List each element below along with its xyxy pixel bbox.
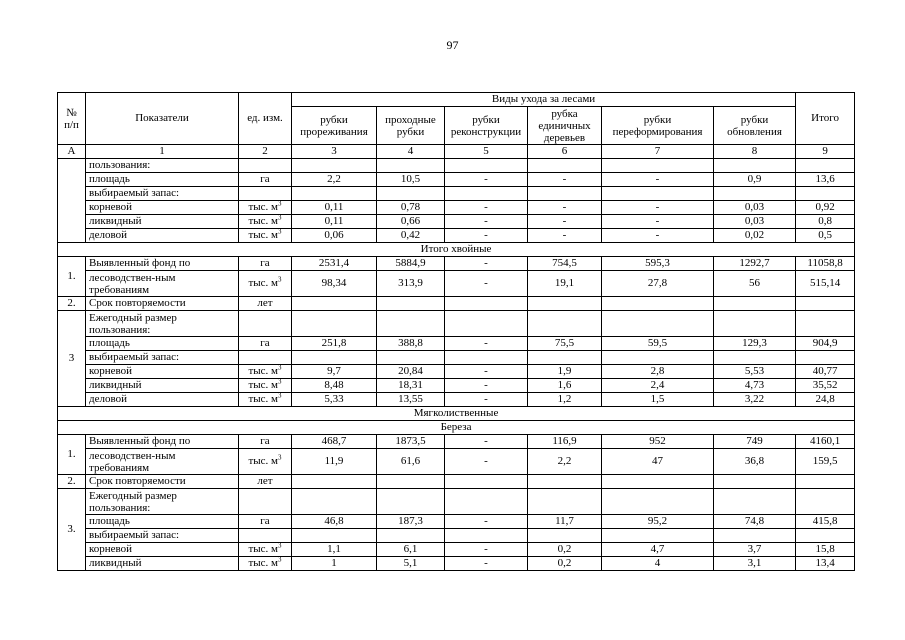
table-cell	[528, 351, 602, 365]
table-cell	[796, 159, 855, 173]
table-cell: ликвидный	[86, 379, 239, 393]
table-cell: 11,9	[292, 449, 377, 475]
table-cell: 952	[602, 435, 714, 449]
table-row	[58, 173, 855, 187]
table-cell: площадь	[86, 515, 239, 529]
table-cell	[292, 159, 377, 173]
table-row	[58, 393, 855, 407]
table-row	[58, 337, 855, 351]
table-cell: 0,66	[377, 215, 445, 229]
table-cell: 749	[714, 435, 796, 449]
table-cell	[292, 187, 377, 201]
table-cell: 1,1	[292, 543, 377, 557]
table-cell: выбираемый запас:	[86, 187, 239, 201]
table-cell: 59,5	[602, 337, 714, 351]
table-cell: га	[239, 435, 292, 449]
table-cell: -	[445, 173, 528, 187]
table-cell: 1	[292, 557, 377, 571]
table-cell: 1873,5	[377, 435, 445, 449]
table-cell	[239, 351, 292, 365]
section-title-row	[58, 243, 855, 257]
table-cell: 388,8	[377, 337, 445, 351]
table-cell	[445, 489, 528, 515]
table-cell	[796, 187, 855, 201]
table-cell	[528, 475, 602, 489]
table-row	[58, 379, 855, 393]
header-type: рубки переформирования	[602, 107, 714, 145]
table-cell: 0,2	[528, 557, 602, 571]
table-cell	[292, 489, 377, 515]
table-cell: -	[445, 515, 528, 529]
header-type: рубки обновления	[714, 107, 796, 145]
table-cell: 0,02	[714, 229, 796, 243]
table-cell: -	[528, 173, 602, 187]
table-cell	[292, 529, 377, 543]
table-cell: деловой	[86, 393, 239, 407]
table-cell: 2,2	[292, 173, 377, 187]
header-type: рубка единичных деревьев	[528, 107, 602, 145]
table-cell: -	[445, 543, 528, 557]
table-cell	[377, 529, 445, 543]
table-row	[58, 449, 855, 475]
unit-m3: тыс. $м^3$	[239, 449, 292, 475]
unit-m3: тыс. $м^3$	[239, 271, 292, 297]
table-cell: 0,03	[714, 201, 796, 215]
header-group-title: Виды ухода за лесами	[292, 93, 796, 107]
table-cell: 1.	[58, 257, 86, 297]
table-cell	[714, 529, 796, 543]
table-cell: -	[445, 435, 528, 449]
table-cell: 6	[528, 145, 602, 159]
table-cell	[602, 489, 714, 515]
header-total: Итого	[796, 93, 855, 145]
header-type: проходные рубки	[377, 107, 445, 145]
table-cell	[714, 159, 796, 173]
table-cell	[602, 475, 714, 489]
table-cell: 3.	[58, 489, 86, 571]
table-row	[58, 475, 855, 489]
table-cell	[602, 311, 714, 337]
unit-m3: тыс. $м^3$	[239, 557, 292, 571]
table-cell	[377, 159, 445, 173]
table-cell: лет	[239, 475, 292, 489]
table-cell	[239, 311, 292, 337]
table-cell	[377, 351, 445, 365]
table-cell: -	[445, 557, 528, 571]
page-number: 97	[446, 38, 459, 52]
table-cell: га	[239, 337, 292, 351]
table-cell: пользования:	[86, 159, 239, 173]
table-cell: 313,9	[377, 271, 445, 297]
table-cell: -	[445, 271, 528, 297]
table-cell: -	[445, 201, 528, 215]
table-cell	[377, 297, 445, 311]
table-cell	[714, 187, 796, 201]
table-cell: -	[528, 229, 602, 243]
index-row	[58, 145, 855, 159]
table-cell: 2,4	[602, 379, 714, 393]
table-cell	[796, 475, 855, 489]
table-cell: 0,8	[796, 215, 855, 229]
table-cell	[528, 311, 602, 337]
header-indicator: Показатели	[86, 93, 239, 145]
table-cell	[445, 159, 528, 173]
table-cell	[239, 489, 292, 515]
table-cell: 4,73	[714, 379, 796, 393]
table-cell: 10,5	[377, 173, 445, 187]
table-cell: корневой	[86, 365, 239, 379]
section-subtitle-row	[58, 421, 855, 435]
table-row	[58, 543, 855, 557]
table-cell: 251,8	[292, 337, 377, 351]
table-cell: 2.	[58, 297, 86, 311]
table-cell: 187,3	[377, 515, 445, 529]
table-cell: ликвидный	[86, 215, 239, 229]
table-cell	[292, 311, 377, 337]
table-cell: 9	[796, 145, 855, 159]
table-cell: 159,5	[796, 449, 855, 475]
table-cell: -	[445, 449, 528, 475]
table-cell	[292, 351, 377, 365]
table-cell: 46,8	[292, 515, 377, 529]
table-row	[58, 215, 855, 229]
table-row	[58, 271, 855, 297]
table-cell: 61,6	[377, 449, 445, 475]
table-row	[58, 557, 855, 571]
table-cell: 13,6	[796, 173, 855, 187]
table-cell: площадь	[86, 337, 239, 351]
table-cell: 1,2	[528, 393, 602, 407]
table-cell: 15,8	[796, 543, 855, 557]
table-cell: 6,1	[377, 543, 445, 557]
table-cell	[714, 351, 796, 365]
table-cell: 36,8	[714, 449, 796, 475]
table-cell: 5,33	[292, 393, 377, 407]
table-cell: 56	[714, 271, 796, 297]
table-cell	[714, 475, 796, 489]
table-cell: 4,7	[602, 543, 714, 557]
unit-m3: тыс. $м^3$	[239, 543, 292, 557]
table-cell: 2	[239, 145, 292, 159]
section-subtitle: Береза	[58, 421, 855, 435]
unit-m3: тыс. $м^3$	[239, 365, 292, 379]
table-cell	[528, 529, 602, 543]
table-cell: -	[445, 393, 528, 407]
table-cell: -	[445, 257, 528, 271]
table-cell	[377, 475, 445, 489]
table-cell: выбираемый запас:	[86, 351, 239, 365]
table-row	[58, 297, 855, 311]
table-cell: 0,03	[714, 215, 796, 229]
table-cell: 5	[445, 145, 528, 159]
table-cell	[528, 159, 602, 173]
table-cell: -	[445, 337, 528, 351]
table-cell: 7	[602, 145, 714, 159]
table-cell	[602, 159, 714, 173]
table-cell: Срок повторяемости	[86, 297, 239, 311]
table-cell	[377, 187, 445, 201]
table-cell	[445, 475, 528, 489]
table-cell: 1,5	[602, 393, 714, 407]
table-cell	[445, 311, 528, 337]
table-cell: 2,8	[602, 365, 714, 379]
table-cell: 74,8	[714, 515, 796, 529]
table-cell: 0,42	[377, 229, 445, 243]
table-cell: 5884,9	[377, 257, 445, 271]
table-row	[58, 529, 855, 543]
table-cell: -	[445, 365, 528, 379]
table-cell: 95,2	[602, 515, 714, 529]
table-cell: 754,5	[528, 257, 602, 271]
table-cell	[602, 529, 714, 543]
table-cell: выбираемый запас:	[86, 529, 239, 543]
table-cell: 0,78	[377, 201, 445, 215]
table-cell	[445, 351, 528, 365]
table-cell: корневой	[86, 543, 239, 557]
table-cell: корневой	[86, 201, 239, 215]
table-cell	[796, 529, 855, 543]
table-cell: 2531,4	[292, 257, 377, 271]
table-cell: -	[445, 379, 528, 393]
table-cell	[377, 489, 445, 515]
table-cell: А	[58, 145, 86, 159]
table-row	[58, 435, 855, 449]
table-cell: 20,84	[377, 365, 445, 379]
table-cell: 47	[602, 449, 714, 475]
table-cell	[445, 529, 528, 543]
table-cell: 13,55	[377, 393, 445, 407]
table-cell	[239, 187, 292, 201]
table-row	[58, 257, 855, 271]
table-cell: 4	[377, 145, 445, 159]
table-cell: 19,1	[528, 271, 602, 297]
table-row	[58, 515, 855, 529]
table-cell	[796, 351, 855, 365]
table-cell: 3,1	[714, 557, 796, 571]
table-cell: Срок повторяемости	[86, 475, 239, 489]
table-cell: лесоводствен-ным требованиям	[86, 449, 239, 475]
table-cell: ликвидный	[86, 557, 239, 571]
table-cell: Ежегодный размер пользования:	[86, 489, 239, 515]
table-row	[58, 201, 855, 215]
table-cell: 1292,7	[714, 257, 796, 271]
table-cell: 1	[86, 145, 239, 159]
table-cell	[292, 475, 377, 489]
unit-m3: тыс. $м^3$	[239, 379, 292, 393]
table-cell: 3	[292, 145, 377, 159]
table-cell: 98,34	[292, 271, 377, 297]
unit-m3: тыс. $м^3$	[239, 201, 292, 215]
table-cell	[602, 297, 714, 311]
table-cell: 4160,1	[796, 435, 855, 449]
table-cell	[528, 489, 602, 515]
table-cell: -	[445, 215, 528, 229]
section-title-row	[58, 407, 855, 421]
table-cell: 468,7	[292, 435, 377, 449]
header-unit: ед. изм.	[239, 93, 292, 145]
table-cell: 0,92	[796, 201, 855, 215]
table-cell: -	[602, 173, 714, 187]
table-cell	[528, 187, 602, 201]
table-cell: 13,4	[796, 557, 855, 571]
table-cell: га	[239, 257, 292, 271]
table-cell: 0,9	[714, 173, 796, 187]
table-cell: 515,14	[796, 271, 855, 297]
table-cell: 40,77	[796, 365, 855, 379]
table-cell	[239, 159, 292, 173]
section-title: Итого хвойные	[58, 243, 855, 257]
table-cell: 35,52	[796, 379, 855, 393]
table-cell	[796, 311, 855, 337]
table-cell	[602, 187, 714, 201]
table-cell	[292, 297, 377, 311]
table-cell: га	[239, 173, 292, 187]
unit-m3: тыс. $м^3$	[239, 229, 292, 243]
table-cell: 0,5	[796, 229, 855, 243]
table-cell: 8	[714, 145, 796, 159]
table-cell	[796, 297, 855, 311]
table-cell	[714, 489, 796, 515]
table-cell: -	[528, 215, 602, 229]
table-cell	[445, 187, 528, 201]
table-cell	[58, 159, 86, 243]
table-row	[58, 365, 855, 379]
table-cell	[714, 297, 796, 311]
table-cell: -	[602, 215, 714, 229]
table-row	[58, 489, 855, 515]
table-cell	[377, 311, 445, 337]
table-cell: 3,22	[714, 393, 796, 407]
table-cell: 4	[602, 557, 714, 571]
table-cell: площадь	[86, 173, 239, 187]
table-cell: лет	[239, 297, 292, 311]
table-cell	[796, 489, 855, 515]
table-cell: деловой	[86, 229, 239, 243]
table-cell: Ежегодный размер пользования:	[86, 311, 239, 337]
table-cell: 3	[58, 311, 86, 407]
table-cell: 0,2	[528, 543, 602, 557]
table-cell: Выявленный фонд по	[86, 257, 239, 271]
table-cell: 3,7	[714, 543, 796, 557]
table-cell: 5,53	[714, 365, 796, 379]
table-cell	[239, 529, 292, 543]
forest-care-table	[57, 92, 855, 571]
table-cell: 11,7	[528, 515, 602, 529]
table-cell: 1.	[58, 435, 86, 475]
header-num: № п/п	[58, 93, 86, 145]
section-title: Мягколиственные	[58, 407, 855, 421]
table-cell: -	[445, 229, 528, 243]
table-cell: 5,1	[377, 557, 445, 571]
table-cell: 9,7	[292, 365, 377, 379]
table-cell: 0,11	[292, 215, 377, 229]
table-cell: 2.	[58, 475, 86, 489]
table-cell: 18,31	[377, 379, 445, 393]
table-row	[58, 311, 855, 337]
table-cell: 75,5	[528, 337, 602, 351]
table-cell: Выявленный фонд по	[86, 435, 239, 449]
table-cell	[528, 297, 602, 311]
table-cell	[714, 311, 796, 337]
table-cell: 8,48	[292, 379, 377, 393]
table-cell: 129,3	[714, 337, 796, 351]
table-cell: -	[602, 201, 714, 215]
table-cell: 116,9	[528, 435, 602, 449]
unit-m3: тыс. $м^3$	[239, 215, 292, 229]
table-cell: лесоводствен-ным требованиям	[86, 271, 239, 297]
table-row	[58, 229, 855, 243]
header-type: рубки прореживания	[292, 107, 377, 145]
table-cell: 415,8	[796, 515, 855, 529]
table-cell: 2,2	[528, 449, 602, 475]
table-cell	[602, 351, 714, 365]
table-cell: 1,6	[528, 379, 602, 393]
table-cell: 595,3	[602, 257, 714, 271]
table-cell	[445, 297, 528, 311]
table-cell: -	[602, 229, 714, 243]
table-row	[58, 159, 855, 173]
table-cell: 11058,8	[796, 257, 855, 271]
table-row	[58, 187, 855, 201]
table-cell: га	[239, 515, 292, 529]
table-cell: 0,06	[292, 229, 377, 243]
table-cell: -	[528, 201, 602, 215]
unit-m3: тыс. $м^3$	[239, 393, 292, 407]
table-cell: 1,9	[528, 365, 602, 379]
table-row	[58, 351, 855, 365]
table-cell: 24,8	[796, 393, 855, 407]
header-type: рубки реконструкции	[445, 107, 528, 145]
table-cell: 0,11	[292, 201, 377, 215]
table-cell: 904,9	[796, 337, 855, 351]
table-cell: 27,8	[602, 271, 714, 297]
